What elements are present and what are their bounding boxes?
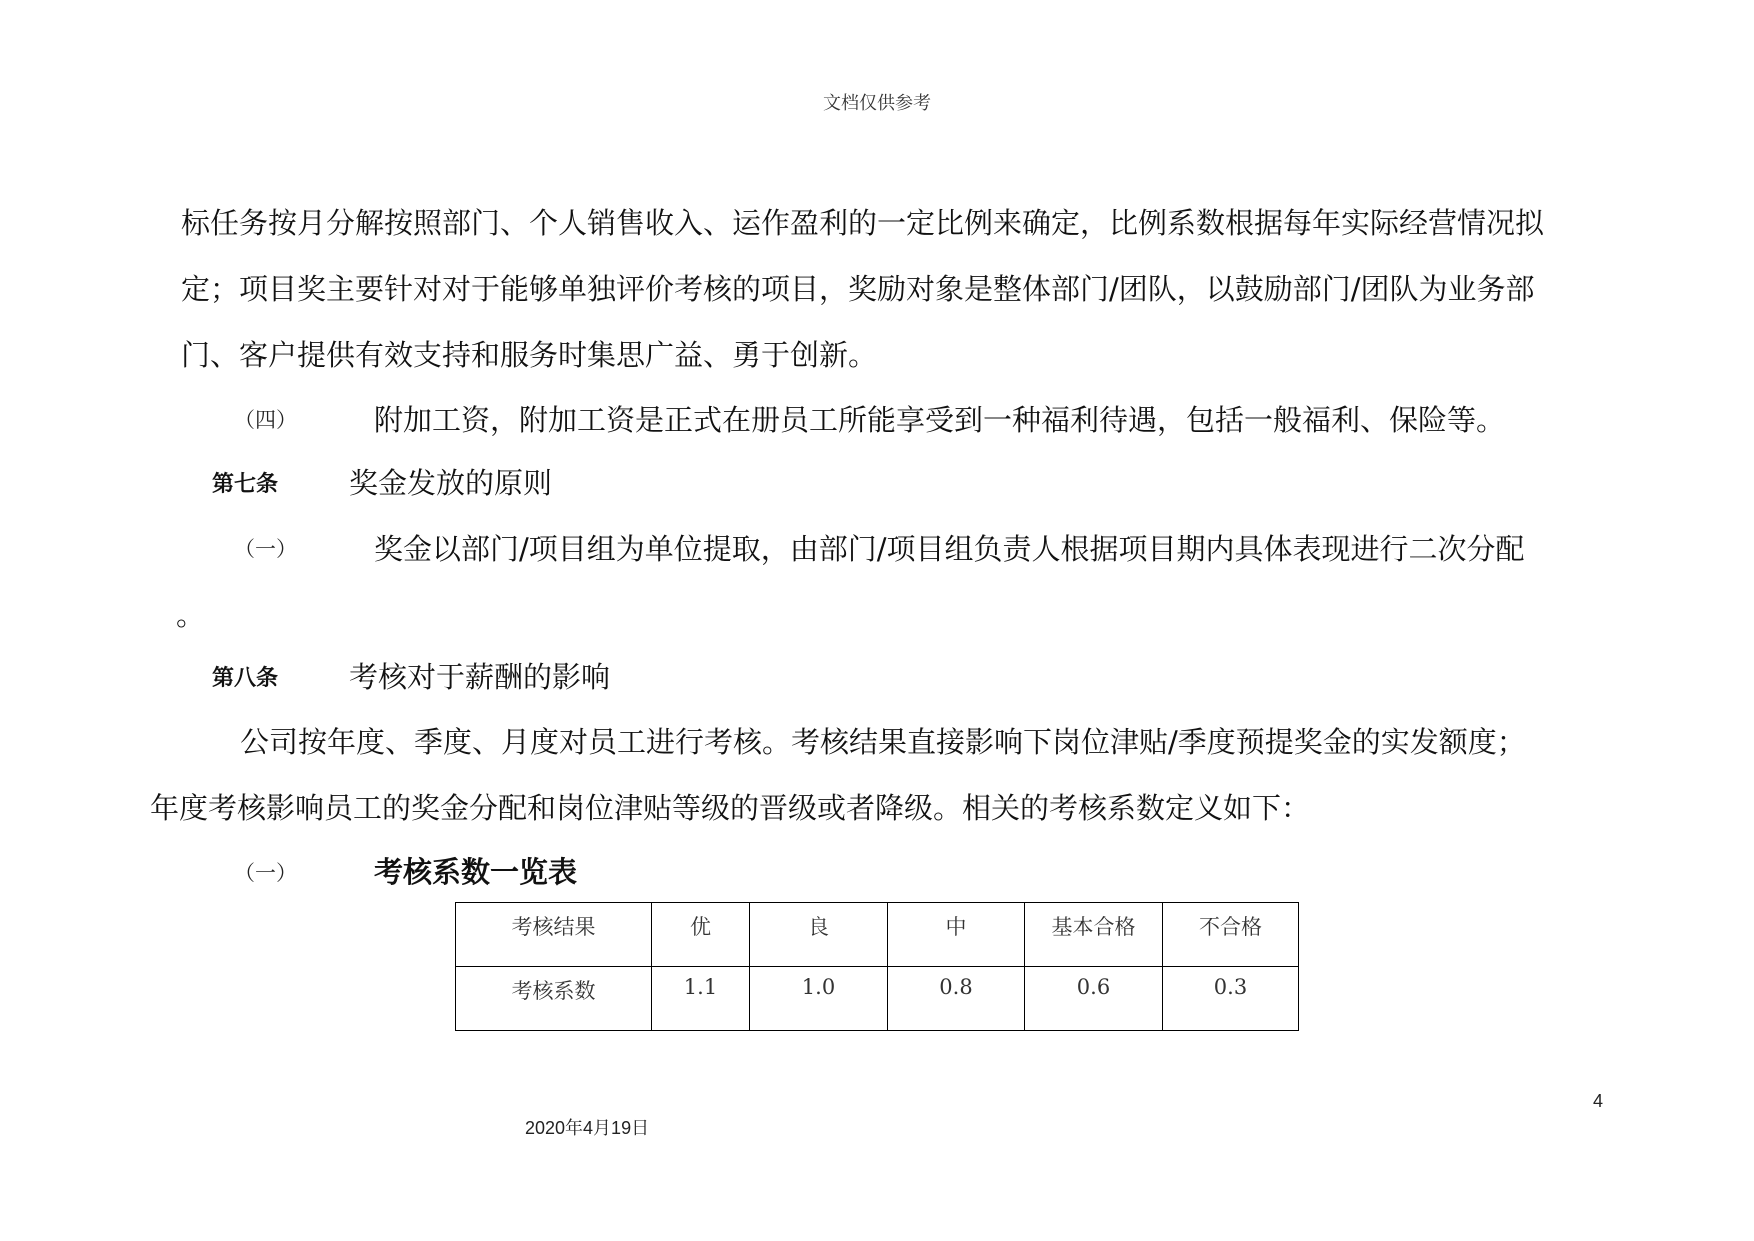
article-label: 第八条 xyxy=(212,666,279,691)
table-cell: 1.1 xyxy=(652,967,750,1031)
paragraph-line: 年度考核影响员工的奖金分配和岗位津贴等级的晋级或者降级。相关的考核系数定义如下： xyxy=(150,791,1311,825)
table-cell: 考核系数 xyxy=(456,967,652,1031)
item-marker: （一） xyxy=(234,537,297,561)
table-row xyxy=(456,903,1299,967)
table-cell: 0.6 xyxy=(1025,967,1163,1031)
table-row xyxy=(456,967,1299,1031)
item-marker: （一） xyxy=(234,861,297,885)
item-marker: （四） xyxy=(234,408,297,432)
table-cell: 1.0 xyxy=(750,967,888,1031)
table-cell: 良 xyxy=(750,903,888,967)
table-cell: 0.3 xyxy=(1163,967,1299,1031)
paragraph-line: 门、客户提供有效支持和服务时集思广益、勇于创新。 xyxy=(181,338,878,372)
paragraph-line: 。 xyxy=(176,598,206,632)
article-title: 考核对于薪酬的影响 xyxy=(349,660,611,694)
table-cell: 基本合格 xyxy=(1025,903,1163,967)
article-title: 奖金发放的原则 xyxy=(349,466,553,500)
footer-date: 2020年4月19日 xyxy=(525,1118,650,1138)
item-text: 奖金以部门/项目组为单位提取，由部门/项目组负责人根据项目期内具体表现进行二次分配 xyxy=(374,532,1525,566)
item-text: 附加工资，附加工资是正式在册员工所能享受到一种福利待遇，包括一般福利、保险等。 xyxy=(374,403,1506,437)
table-cell: 0.8 xyxy=(888,967,1025,1031)
table-cell: 中 xyxy=(888,903,1025,967)
page-header: 文档仅供参考 xyxy=(823,93,931,114)
table-cell: 优 xyxy=(652,903,750,967)
paragraph-line: 标任务按月分解按照部门、个人销售收入、运作盈利的一定比例来确定，比例系数根据每年实际经营情况拟 xyxy=(181,206,1545,240)
table-title: 考核系数一览表 xyxy=(374,855,578,889)
table-cell: 考核结果 xyxy=(456,903,652,967)
article-label: 第七条 xyxy=(212,472,279,497)
coefficient-table xyxy=(455,902,1299,1031)
page-number: 4 xyxy=(1593,1091,1604,1111)
table-cell: 不合格 xyxy=(1163,903,1299,967)
paragraph-line: 定；项目奖主要针对对于能够单独评价考核的项目，奖励对象是整体部门/团队，以鼓励部门/团队为业务部 xyxy=(181,272,1535,306)
paragraph-line: 公司按年度、季度、月度对员工进行考核。考核结果直接影响下岗位津贴/季度预提奖金的实发额度； xyxy=(240,725,1526,759)
